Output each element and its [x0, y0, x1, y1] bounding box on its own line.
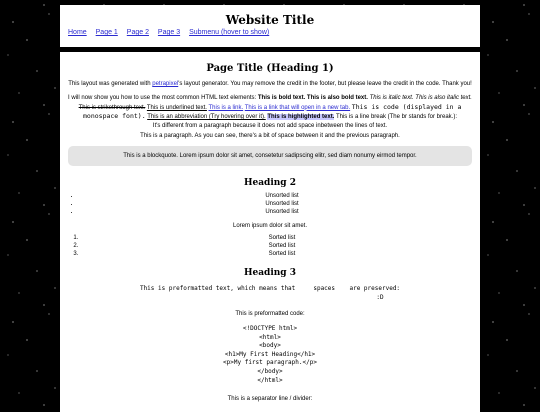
sorted-list — [68, 234, 480, 259]
text-elements-paragraph: I will now show you how to use the most common HTML text elements: This is bold text. This is also bold text. This is italic text. This is also italic text. This is strikethrough text. This is underlined text. This is a link. This is a link that will open in a new tab. This is code (displayed in a monospace font). This is an abbreviation (Try hovering over it). This is highlighted text. This is a line break (The br stands for break.): It's different from a paragraph because it does not add space inbetween the lines of text. — [68, 95, 472, 129]
line-break-text-2: It's different from a paragraph because it does not add space inbetween the lines of text. — [152, 122, 388, 129]
nav-link-page-1[interactable]: Page 1 — [95, 29, 118, 36]
unsorted-list — [68, 192, 480, 217]
highlighted-text: This is highlighted text. — [267, 114, 335, 121]
code-text: This is code (displayed in a monospace font). — [83, 102, 462, 121]
site-title: Website Title — [225, 13, 315, 27]
heading-2: Heading 2 — [243, 178, 296, 188]
underlined-text: This is underlined text. — [146, 104, 207, 111]
site-header — [60, 5, 480, 47]
lorem-paragraph: Lorem ipsum dolor sit amet. — [232, 223, 308, 229]
list-item: • Unsorted list — [80, 192, 480, 200]
line-break-text: This is a line break (The br stands for break.): — [335, 114, 457, 121]
page-title: Page Title (Heading 1) — [206, 63, 334, 74]
credit-link[interactable]: petrapixel — [152, 81, 179, 87]
main-content — [60, 52, 480, 412]
list-item: • Unsorted list — [80, 200, 480, 208]
italic-text: This is italic text. — [369, 95, 414, 101]
paragraph-text: This is a paragraph. As you can see, there's a bit of space between it and the previous paragraph. — [140, 133, 400, 139]
abbreviation-text[interactable]: This is an abbreviation (Try hovering over it). — [147, 114, 266, 121]
list-item: 2. Sorted list — [80, 242, 480, 250]
italic-text-alt: This is also italic text. — [415, 95, 472, 101]
list-item: 1. Sorted list — [80, 234, 480, 242]
blockquote: This is a blockquote. Lorem ipsum dolor sit amet, consetetur sadipscing elitr, sed diam nonumy eirmod tempor. — [68, 146, 472, 166]
strikethrough-text: This is strikethrough text. — [78, 104, 146, 111]
preformatted-code-intro: This is preformatted code: — [235, 311, 305, 317]
nav-link-home[interactable]: Home — [68, 29, 87, 36]
main-navigation — [68, 29, 276, 36]
list-item: • Unsorted list — [80, 208, 480, 216]
heading-3: Heading 3 — [243, 268, 296, 278]
nav-link-page-3[interactable]: Page 3 — [157, 29, 181, 36]
example-link[interactable]: This is a link. — [208, 104, 244, 111]
bold-text-alt: This is also bold text. — [306, 95, 368, 101]
preformatted-text: This is preformatted text, which means that spaces are preserved: :D — [139, 285, 401, 301]
list-item: 3. Sorted list — [80, 250, 480, 258]
nav-link-submenu[interactable]: Submenu (hover to show) — [189, 29, 270, 36]
credit-paragraph: This layout was generated with petrapixel's layout generator. You may remove the credit in the footer, but please leave the credit in the code. Thank you! — [68, 81, 472, 87]
nav-link-page-2[interactable]: Page 2 — [126, 29, 149, 36]
example-link-new-tab[interactable]: This is a link that will open in a new tab. — [244, 104, 351, 111]
bold-text: This is bold text. — [257, 95, 306, 101]
separator-text: This is a separator line / divider: — [227, 396, 313, 402]
preformatted-code: <!DOCTYPE html> <html> <body> <h1>My First Heading</h1> <p>My first paragraph.</p> </body> </html> — [223, 325, 317, 384]
